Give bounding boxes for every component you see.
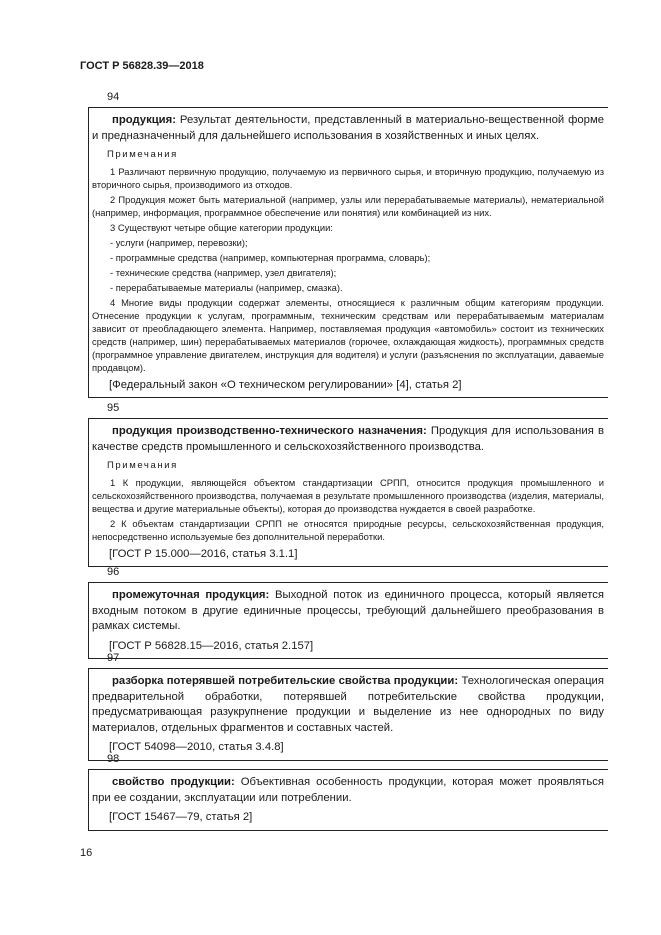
source-reference: [ГОСТ 54098—2010, статья 3.4.8] (109, 741, 284, 753)
term: продукция производственно-технического назначения: (112, 425, 427, 437)
entry-box-96 (88, 582, 608, 659)
definition (89, 674, 608, 736)
definition-text: Результат деятельности, представленный в материально-вещественной форме и предназначенный для дальнейшего использования в хозяйственных и иных целях. (92, 114, 605, 142)
document-header: ГОСТ Р 56828.39—2018 (80, 60, 204, 72)
note: 1 Различают первичную продукцию, получаемую из первичного сырья, и вторичную продукцию, получаемую из вторичного сырья, производимого из отходов. (92, 165, 604, 190)
term: продукция: (112, 114, 176, 126)
notes-title: Примечания (107, 149, 178, 160)
note-list-item: - программные средства (например, компьютерная программа, словарь); (110, 251, 431, 263)
source-reference: [Федеральный закон «О техническом регулировании» [4], статья 2] (109, 378, 462, 391)
definition (89, 775, 608, 806)
entry-number: 97 (107, 652, 120, 664)
entry-box-94 (88, 107, 608, 398)
definition (89, 113, 608, 144)
term: разборка потерявшей потребительские свойства продукции: (112, 675, 459, 687)
term: свойство продукции: (112, 776, 235, 788)
source-reference: [ГОСТ Р 15.000—2016, статья 3.1.1] (109, 547, 298, 560)
entry-box-98 (88, 769, 608, 831)
definition (89, 424, 608, 455)
source-reference: [ГОСТ Р 56828.15—2016, статья 2.157] (109, 639, 314, 652)
note-list-item: - технические средства (например, узел двигателя); (110, 266, 337, 278)
term: промежуточная продукция: (112, 589, 270, 601)
note: 1 К продукции, являющейся объектом стандартизации СРПП, относится продукция промышленного и сельскохозяйственного производства, получаемая в результате промышленного производства (изделия, материалы, вещества и другие материальные объекты), которая до производства нуждается в своей разработке. (92, 476, 604, 514)
entry-number: 98 (107, 753, 120, 765)
entry-box-97 (88, 668, 608, 761)
note: 2 К объектам стандартизации СРПП не относятся природные ресурсы, сельскохозяйственная продукция, непосредственно используемые без дополнительной переработки. (92, 517, 604, 542)
definition-text: Продукция для использования в качестве средств промышленного и сельскохозяйственного производства. (92, 425, 605, 453)
note: 2 Продукция может быть материальной (например, узлы или перерабатываемые материалы), нематериальной (например, информация, программное обеспечение или понятия) или комбинацией из них. (92, 193, 604, 218)
entry-box-95 (88, 418, 608, 567)
note-list-item: - перерабатываемые материалы (например, смазка). (110, 281, 343, 293)
entry-number: 94 (107, 91, 120, 103)
note: 3 Существуют четыре общие категории продукции: (110, 221, 333, 233)
entry-number: 96 (107, 566, 120, 578)
definition (89, 588, 608, 635)
notes-title: Примечания (107, 460, 178, 471)
note: 4 Многие виды продукции содержат элементы, относящиеся к различным общим категориям продукции. Отнесение продукции к услугам, программным, техническим средствам или перерабатываемым материалам зависит от преобладающего элемента. Например, поставляемая продукция «автомобиль» состоит из технических средств (например, шин) перерабатываемых материалов (горючее, охлаждающая жидкость), программных средств (программное управление двигателем, инструкция для водителя) и услуги (разъяснения по эксплуатации, даваемые продавцом). (92, 296, 604, 373)
definition-text: Выходной поток из единичного процесса, который является входным потоком в другие единичные процессы, требующий дальнейшего преобразования в рамках системы. (92, 589, 605, 632)
page-number: 16 (80, 847, 93, 859)
note-list-item: - услуги (например, перевозки); (110, 236, 248, 248)
source-reference: [ГОСТ 15467—79, статья 2] (109, 811, 253, 823)
definition-text: Объективная особенность продукции, которая может проявляться при ее создании, эксплуатации или потреблении. (92, 776, 604, 804)
definition-text: Технологическая операция предварительной обработки, потерявшей потребительские свойства продукции, предусматривающая разукрупнение продукции и выделение из нее однородных по виду материалов, отдельных фрагментов и составных частей. (92, 675, 604, 734)
entry-number: 95 (107, 402, 120, 414)
